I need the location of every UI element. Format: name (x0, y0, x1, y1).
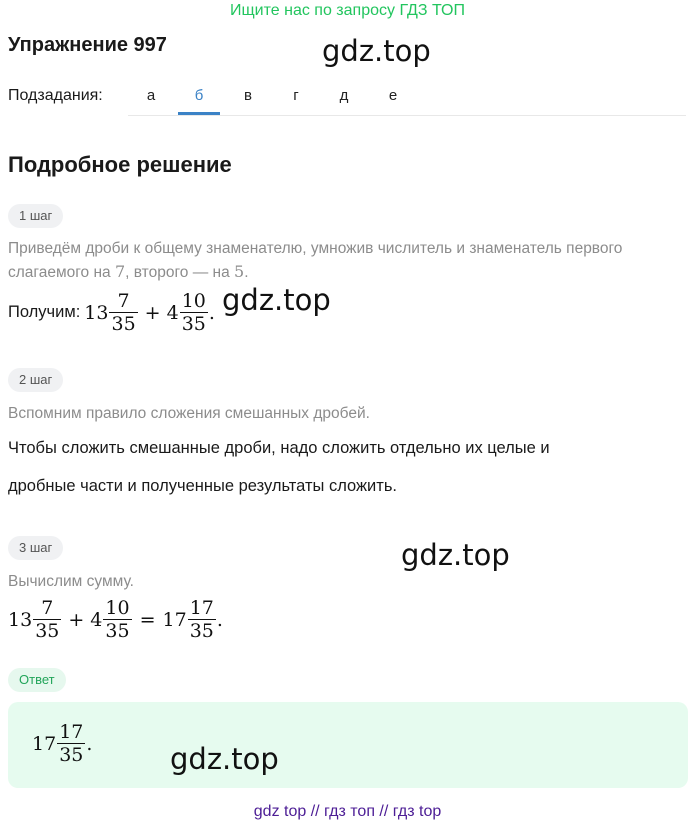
mixed-whole: 17 (32, 732, 57, 755)
rule-line-1: Чтобы сложить смешанные дроби, надо сложить отдельно их целые и (8, 439, 550, 457)
answer-box (8, 702, 688, 788)
step-1-text-line1: Приведём дроби к общему знаменателю, умножив числитель и знаменатель первого (8, 240, 623, 257)
tab-d[interactable]: д (339, 87, 349, 104)
answer-value (32, 721, 92, 766)
step-1-badge: 1 шаг (8, 204, 63, 228)
tab-v[interactable]: в (244, 87, 252, 104)
fraction (109, 290, 137, 335)
numerator: 17 (189, 597, 214, 619)
step-3-text: Вычислим сумму. (8, 573, 134, 590)
numerator: 7 (117, 290, 130, 312)
mixed-whole: 4 (90, 608, 103, 631)
mixed-whole: 13 (8, 608, 33, 631)
subtasks-label: Подзадания: (8, 87, 103, 104)
plus-sign: + (68, 608, 85, 631)
footer-links[interactable]: gdz top // гдз топ // гдз top (253, 803, 442, 820)
fraction (57, 721, 85, 766)
watermark: gdz.top (170, 742, 279, 776)
denominator: 35 (105, 620, 130, 642)
period: . (216, 608, 223, 631)
tab-e[interactable]: е (388, 87, 398, 104)
fraction (33, 597, 61, 642)
watermark: gdz.top (401, 538, 510, 572)
equals-sign: = (139, 608, 156, 631)
watermark: gdz.top (222, 283, 331, 317)
page-title: Упражнение 997 (8, 34, 167, 56)
step-1-result (8, 290, 215, 335)
numerator: 10 (181, 290, 206, 312)
step-2-badge: 2 шаг (8, 368, 63, 392)
mixed-whole: 17 (162, 608, 187, 631)
numerator: 7 (41, 597, 54, 619)
step-3-equation (8, 597, 223, 642)
rule-line-2: дробные части и полученные результаты сложить. (8, 477, 398, 495)
numerator: 17 (59, 721, 84, 743)
promo-banner[interactable]: Ищите нас по запросу ГДЗ ТОП (230, 2, 465, 19)
text-part: , второго — на (125, 264, 234, 281)
denominator: 35 (189, 620, 214, 642)
subtasks-tabs (128, 79, 686, 116)
period: . (86, 732, 93, 755)
mixed-whole: 13 (84, 301, 109, 324)
numerator: 10 (105, 597, 130, 619)
solution-heading: Подробное решение (8, 152, 232, 177)
result-label: Получим: (8, 303, 81, 321)
period: . (208, 301, 215, 324)
answer-badge: Ответ (8, 668, 66, 692)
tab-a[interactable]: а (146, 87, 156, 104)
step-3-badge: 3 шаг (8, 536, 63, 560)
text-part: слагаемого на (8, 264, 115, 281)
fraction (180, 290, 208, 335)
step-1-text (8, 237, 693, 284)
text-part: . (244, 264, 249, 281)
denominator: 35 (181, 313, 206, 335)
plus-sign: + (144, 301, 161, 324)
mixed-whole: 4 (166, 301, 179, 324)
number: 7 (114, 262, 126, 281)
number: 5 (234, 262, 245, 281)
step-1-text-line2 (8, 260, 693, 284)
watermark: gdz.top (322, 34, 431, 68)
step-2-text: Вспомним правило сложения смешанных дробей. (8, 405, 370, 422)
denominator: 35 (35, 620, 60, 642)
tab-g[interactable]: г (293, 87, 299, 104)
tab-b[interactable]: б (178, 79, 220, 115)
denominator: 35 (59, 744, 84, 766)
fraction (103, 597, 131, 642)
fraction (188, 597, 216, 642)
denominator: 35 (111, 313, 136, 335)
